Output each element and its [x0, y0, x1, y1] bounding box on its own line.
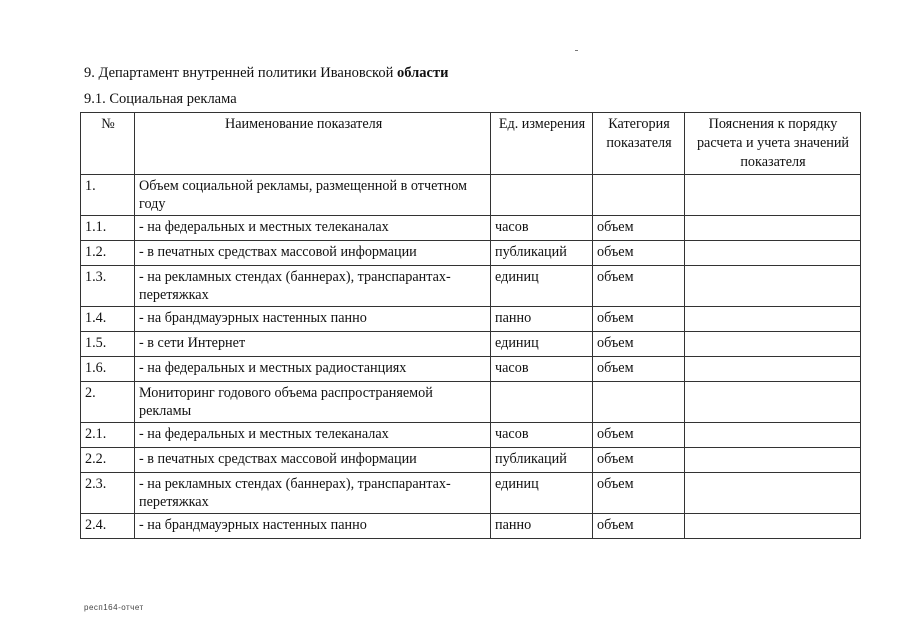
- row-notes: [685, 514, 861, 539]
- row-no: 1.6.: [81, 357, 135, 382]
- row-unit: часов: [491, 423, 593, 448]
- row-category: [593, 382, 685, 423]
- row-category: объем: [593, 423, 685, 448]
- row-notes: [685, 175, 861, 216]
- row-category: объем: [593, 357, 685, 382]
- row-name: Мониторинг годового объема распространяемой рекламы: [135, 382, 491, 423]
- row-notes: [685, 216, 861, 241]
- row-no: 2.1.: [81, 423, 135, 448]
- row-no: 1.3.: [81, 266, 135, 307]
- table-row: [81, 514, 861, 539]
- row-no: 2.: [81, 382, 135, 423]
- table-row: [81, 307, 861, 332]
- table-row: [81, 216, 861, 241]
- section-heading: 9.1. Социальная реклама: [84, 91, 237, 107]
- row-no: 1.2.: [81, 241, 135, 266]
- row-no: 2.3.: [81, 473, 135, 514]
- row-name: - на рекламных стендах (баннерах), транспарантах-перетяжках: [135, 266, 491, 307]
- row-category: объем: [593, 514, 685, 539]
- row-no: 1.1.: [81, 216, 135, 241]
- row-category: объем: [593, 216, 685, 241]
- table-row: [81, 448, 861, 473]
- row-category: объем: [593, 307, 685, 332]
- indicators-table: [80, 112, 861, 539]
- row-unit: единиц: [491, 332, 593, 357]
- row-notes: [685, 382, 861, 423]
- row-notes: [685, 448, 861, 473]
- row-notes: [685, 423, 861, 448]
- scan-speck: [575, 50, 578, 51]
- row-category: объем: [593, 266, 685, 307]
- row-no: 2.2.: [81, 448, 135, 473]
- table-row: [81, 423, 861, 448]
- header-category: Категория показателя: [593, 113, 685, 175]
- document-footer: респ164-отчет: [84, 603, 144, 612]
- table-row: [81, 332, 861, 357]
- row-name: - в печатных средствах массовой информации: [135, 448, 491, 473]
- table-row: [81, 382, 861, 423]
- table-row: [81, 241, 861, 266]
- header-no: №: [81, 113, 135, 175]
- row-unit: публикаций: [491, 241, 593, 266]
- row-name: - на брандмауэрных настенных панно: [135, 514, 491, 539]
- row-name: - на брандмауэрных настенных панно: [135, 307, 491, 332]
- row-name: - в печатных средствах массовой информации: [135, 241, 491, 266]
- row-category: объем: [593, 448, 685, 473]
- row-no: 2.4.: [81, 514, 135, 539]
- row-no: 1.4.: [81, 307, 135, 332]
- row-no: 1.: [81, 175, 135, 216]
- row-notes: [685, 241, 861, 266]
- row-notes: [685, 473, 861, 514]
- row-unit: [491, 175, 593, 216]
- row-no: 1.5.: [81, 332, 135, 357]
- header-unit: Ед. измерения: [491, 113, 593, 175]
- row-notes: [685, 332, 861, 357]
- row-notes: [685, 307, 861, 332]
- row-name: - на рекламных стендах (баннерах), транспарантах-перетяжках: [135, 473, 491, 514]
- row-name: - в сети Интернет: [135, 332, 491, 357]
- table-header-row: [81, 113, 861, 175]
- department-heading: [84, 64, 448, 82]
- table-row: [81, 266, 861, 307]
- row-category: [593, 175, 685, 216]
- table-row: [81, 357, 861, 382]
- row-category: объем: [593, 332, 685, 357]
- table-row: [81, 473, 861, 514]
- row-unit: часов: [491, 357, 593, 382]
- row-unit: единиц: [491, 473, 593, 514]
- department-heading-bold: области: [397, 65, 449, 81]
- row-name: - на федеральных и местных телеканалах: [135, 423, 491, 448]
- row-unit: панно: [491, 514, 593, 539]
- row-notes: [685, 266, 861, 307]
- department-heading-text: 9. Департамент внутренней политики Ивановской: [84, 65, 397, 81]
- row-name: Объем социальной рекламы, размещенной в отчетном году: [135, 175, 491, 216]
- row-unit: публикаций: [491, 448, 593, 473]
- row-notes: [685, 357, 861, 382]
- row-unit: часов: [491, 216, 593, 241]
- row-unit: [491, 382, 593, 423]
- header-name: Наименование показателя: [135, 113, 491, 175]
- row-unit: панно: [491, 307, 593, 332]
- row-name: - на федеральных и местных телеканалах: [135, 216, 491, 241]
- row-category: объем: [593, 473, 685, 514]
- header-notes: Пояснения к порядку расчета и учета значений показателя: [685, 113, 861, 175]
- row-unit: единиц: [491, 266, 593, 307]
- row-category: объем: [593, 241, 685, 266]
- row-name: - на федеральных и местных радиостанциях: [135, 357, 491, 382]
- table-row: [81, 175, 861, 216]
